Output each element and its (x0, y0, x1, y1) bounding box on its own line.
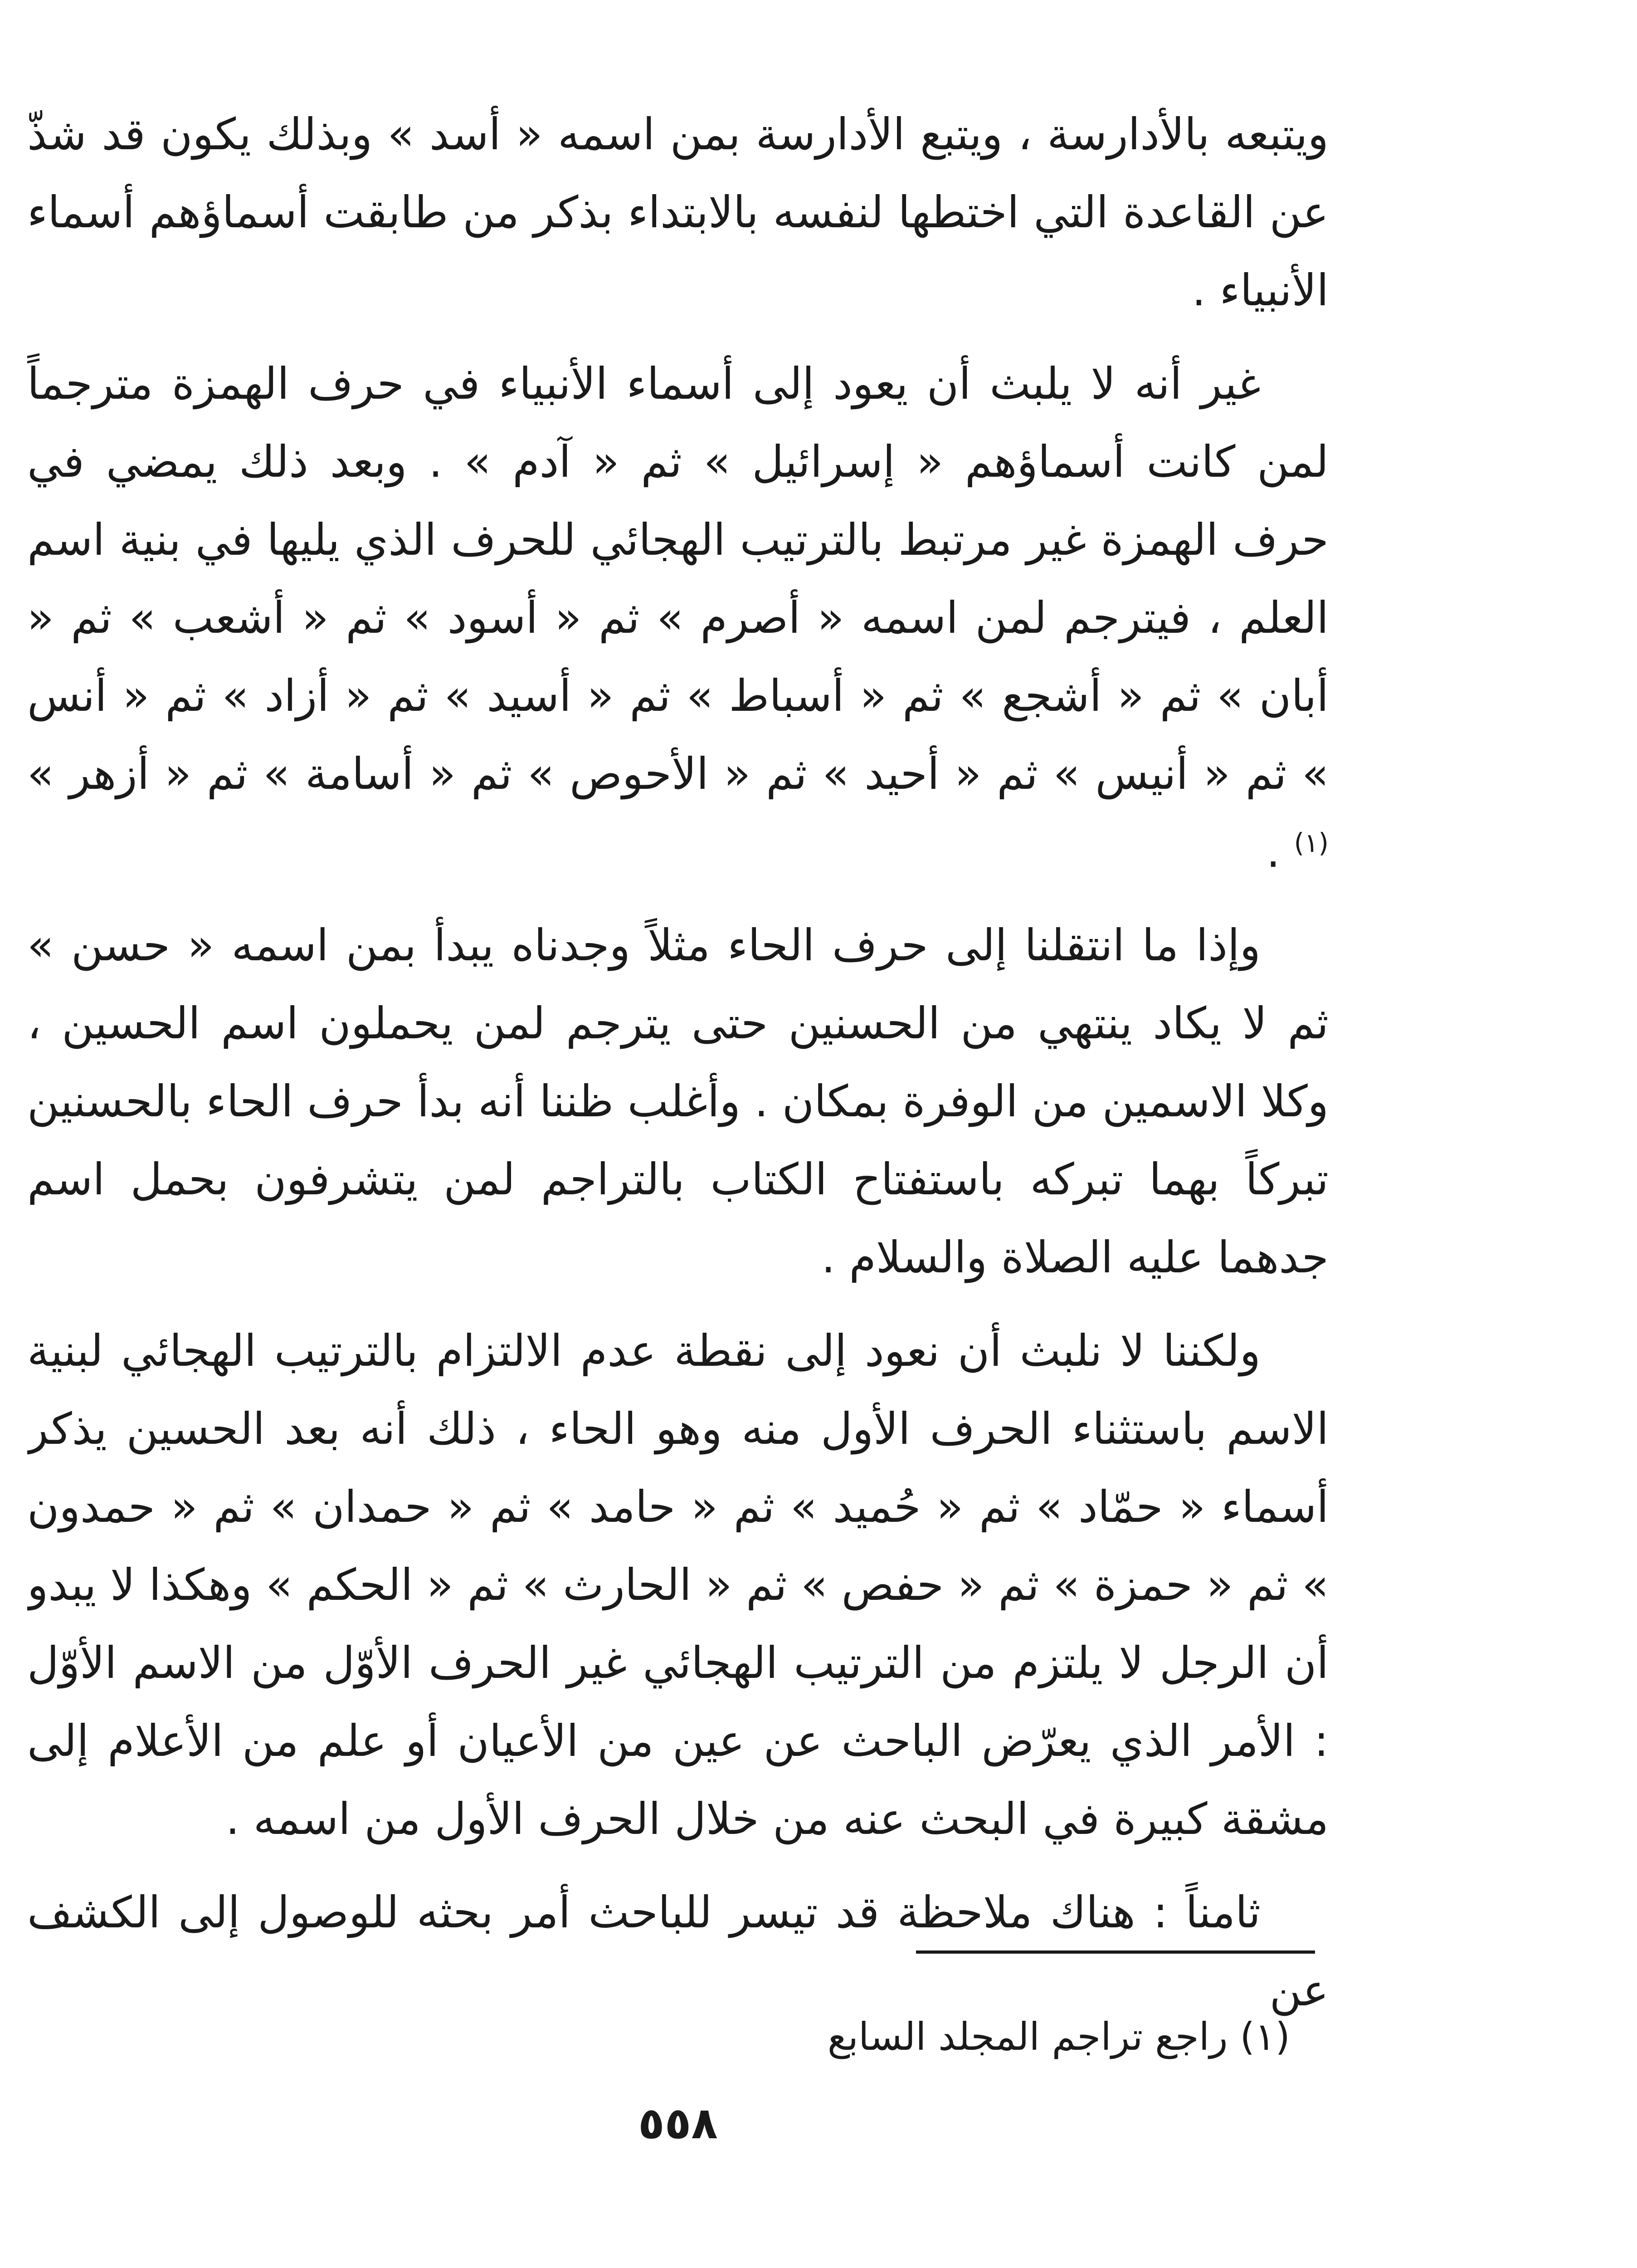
paragraph-2 (27, 345, 1329, 891)
paragraph-5-text: ثامناً : هناك ملاحظة قد تيسر للباحث أمر بحثه للوصول إلى الكشف عن (27, 1887, 1329, 2016)
paragraph-2-end: . (1266, 826, 1281, 877)
paragraph-4 (27, 1312, 1329, 1858)
paragraph-1 (27, 95, 1329, 329)
footnote-reference: (١) (1294, 827, 1329, 858)
page-number: ٥٥٨ (638, 2098, 718, 2149)
paragraph-4-text: ولكننا لا نلبث أن نعود إلى نقطة عدم الالتزام بالترتيب الهجائي لبنية الاسم باستثناء الحرف الأول منه وهو الحاء ، ذلك أنه بعد الحسين يذكر أسماء « حمّاد » ثم « حُميد » ثم « حامد » ثم « حمدان » ثم « حمدون » ثم « حمزة » ثم « حفص » ثم « الحارث » ثم « الحكم » وهكذا لا يبدو أن الرجل لا يلتزم من الترتيب الهجائي غير الحرف الأوّل من الاسم الأوّل : الأمر الذي يعرّض الباحث عن عين من الأعيان أو علم من الأعلام إلى مشقة كبيرة في البحث عنه من خلال الحرف الأول من اسمه . (27, 1325, 1329, 1844)
paragraph-1-text: ويتبعه بالأدارسة ، ويتبع الأدارسة بمن اسمه « أسد » وبذلك يكون قد شذّ عن القاعدة التي اختطها لنفسه بالابتداء بذكر من طابقت أسماؤهم أسماء الأنبياء . (27, 109, 1329, 316)
footnote: (١) راجع تراجم المجلد السابع (827, 2014, 1290, 2059)
footnote-separator (916, 1950, 1315, 1954)
page-body (27, 95, 1329, 2268)
paragraph-3 (27, 906, 1329, 1296)
paragraph-3-text: وإذا ما انتقلنا إلى حرف الحاء مثلاً وجدناه يبدأ بمن اسمه « حسن » ثم لا يكاد ينتهي من الحسنين حتى يترجم لمن يحملون اسم الحسين ، وكلا الاسمين من الوفرة بمكان . وأغلب ظننا أنه بدأ حرف الحاء بالحسنين تبركاً بهما تبركه باستفتاح الكتاب بالتراجم لمن يتشرفون بحمل اسم جدهما عليه الصلاة والسلام . (27, 920, 1329, 1283)
paragraph-2-text: غير أنه لا يلبث أن يعود إلى أسماء الأنبياء في حرف الهمزة مترجماً لمن كانت أسماؤهم « إسرائيل » ثم « آدم » . وبعد ذلك يمضي في حرف الهمزة غير مرتبط بالترتيب الهجائي للحرف الذي يليها في بنية اسم العلم ، فيترجم لمن اسمه « أصرم » ثم « أسود » ثم « أشعب » ثم « أبان » ثم « أشجع » ثم « أسباط » ثم « أسيد » ثم « أزاد » ثم « أنس » ثم « أنيس » ثم « أحيد » ثم « الأحوص » ثم « أسامة » ثم « أزهر » (27, 358, 1329, 799)
